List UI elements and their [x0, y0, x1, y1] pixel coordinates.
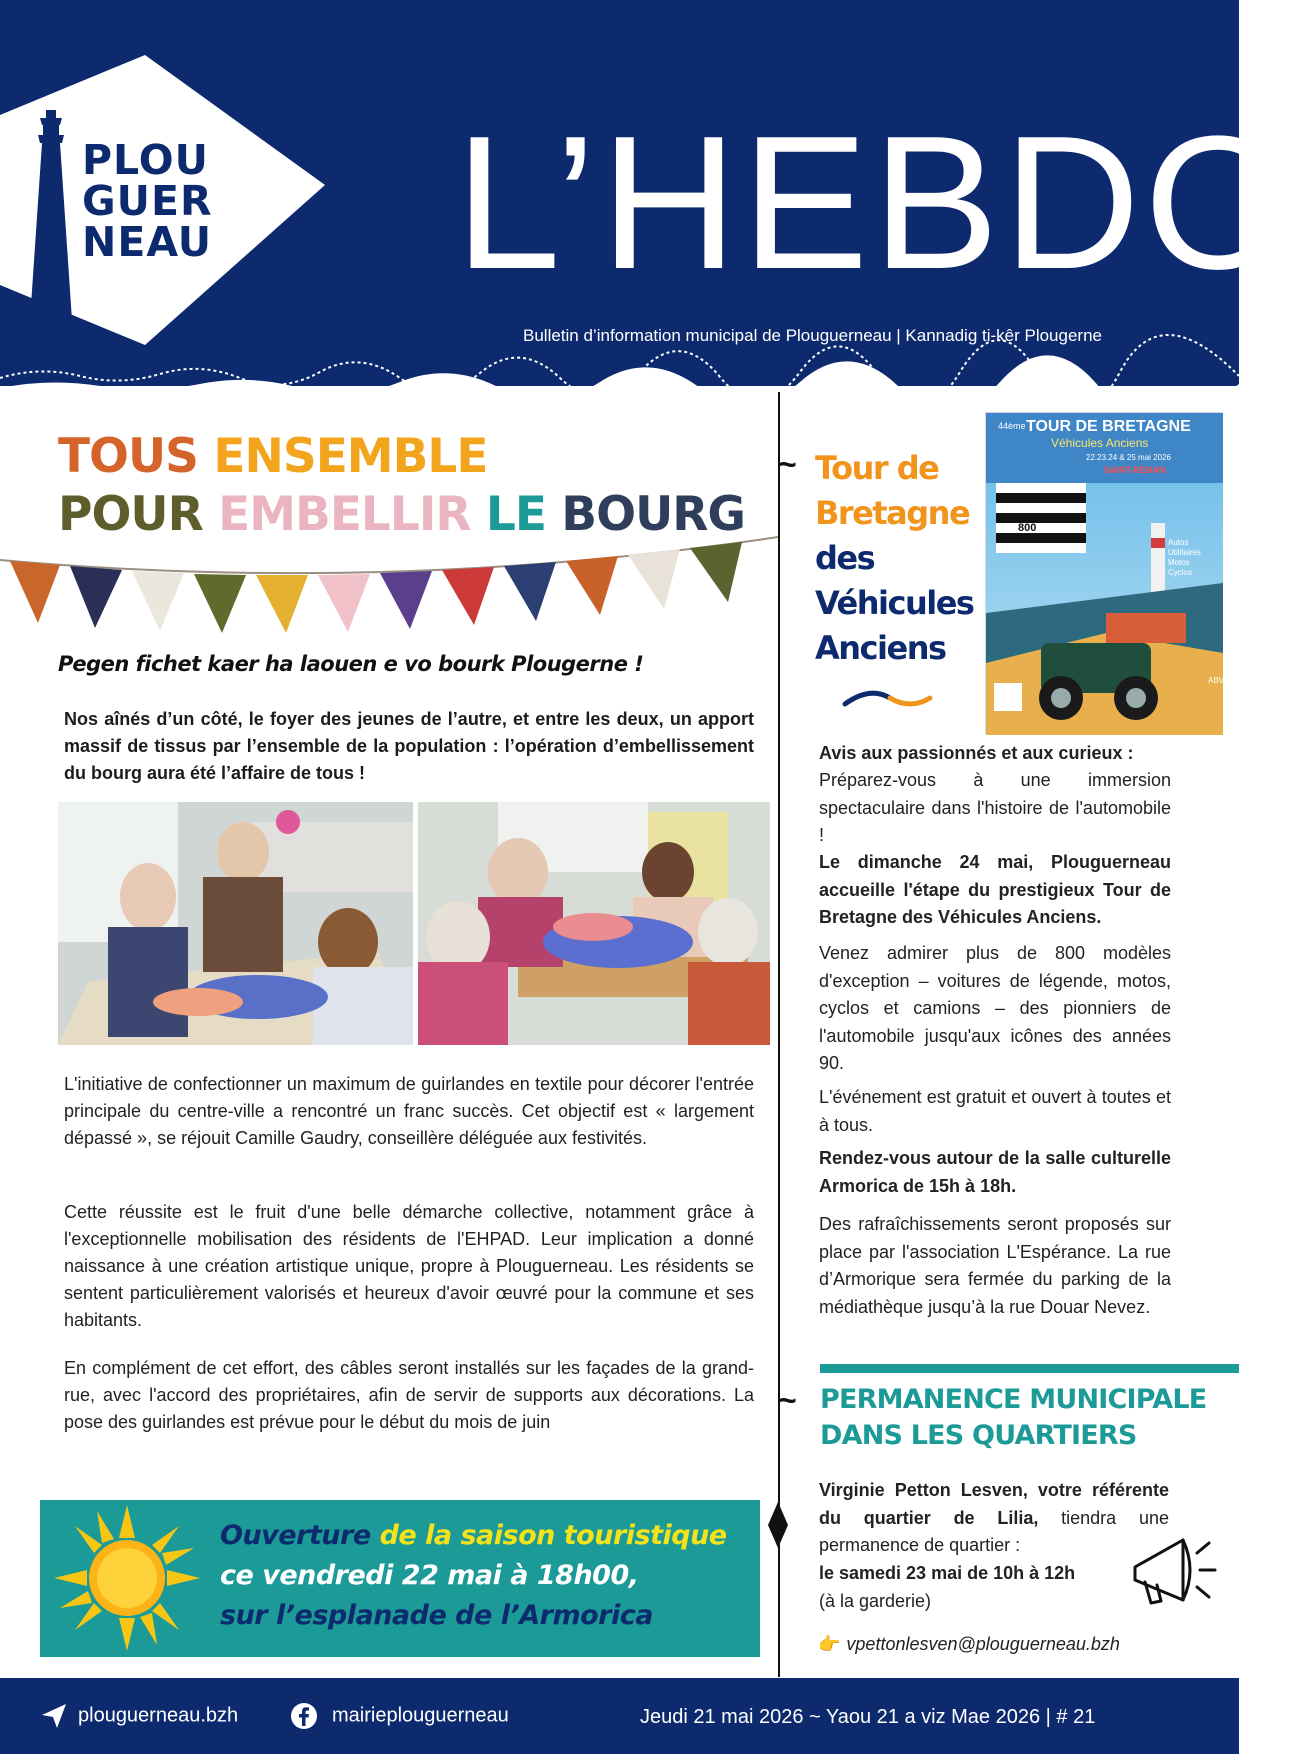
tourism-line: de la saison touristique: [370, 1520, 727, 1551]
article-paragraph: L'initiative de confectionner un maximum de guirlandes en textile pour décorer l'entrée principale du centre-ville a rencontré un franc succès. Cet objectif est « largement dépassé », se réjouit Camille Gaudry, conseillère déléguée aux festivités.: [64, 1074, 754, 1148]
event-poster: [985, 412, 1229, 734]
tour-intro: Préparez-vous à une immersion spectaculaire dans l'histoire de l'automobile !: [819, 770, 1171, 845]
diamond-ornament: [768, 1502, 788, 1548]
headline-word: LE: [485, 487, 562, 542]
send-icon: [40, 1702, 68, 1730]
poster-category: Autos: [1168, 538, 1189, 547]
permanence-where: (à la garderie): [819, 1591, 932, 1611]
permanence-who: Virginie Petton Lesven, votre référente du quartier de Lilia,: [819, 1480, 1169, 1528]
tour-title-line: Bretagne: [815, 494, 970, 532]
logo-line: GUER: [82, 177, 213, 225]
newsletter-title: L’HEBDO: [455, 97, 1296, 309]
wave-divider: [0, 360, 1239, 405]
permanence-text: [819, 1477, 1169, 1560]
tour-intro-bold: Avis aux passionnés et aux curieux :: [819, 743, 1134, 763]
permanence-title: [820, 1382, 1206, 1454]
permanence-email[interactable]: [818, 1634, 1120, 1655]
poster-subtitle: Véhicules Anciens: [1051, 436, 1149, 450]
permanence-when: le samedi 23 mai de 10h à 12h: [819, 1563, 1076, 1583]
poster-art: [986, 413, 1229, 735]
issue-info: Jeudi 21 mai 2026 ~ Yaou 21 a viz Mae 2026 | # 21: [640, 1706, 1096, 1728]
logo-line: PLOU: [82, 136, 209, 184]
headline-word: EMBELLIR: [218, 487, 486, 542]
tour-title-line: Anciens: [815, 629, 946, 667]
tourism-line: ce vendredi 22 mai à 18h00,: [220, 1560, 639, 1591]
permanence-title-line: PERMANENCE MUNICIPALE: [820, 1384, 1207, 1415]
facebook-icon: [290, 1702, 318, 1730]
logo-wordmark: [82, 136, 213, 266]
poster-count-label: Véhicules: [1018, 535, 1061, 545]
footer: [0, 1678, 1239, 1754]
tour-announce: Le dimanche 24 mai, Plouguerneau accueille l'étape du prestigieux Tour de Bretagne des Véhicules Anciens.: [819, 852, 1171, 927]
tour-title-line: Tour de: [815, 449, 939, 487]
article-paragraph: Cette réussite est le fruit d'une belle démarche collective, notamment grâce à l'exceptionnelle mobilisation des résidents de l'EHPAD. Leur implication a donné naissance à une création artistique unique, propre à Plouguerneau. Les résidents se sentent particulièrement valorisés et heureux d'avoir œuvré pour la commune et ses habitants.: [64, 1202, 754, 1330]
tour-title-line: des: [815, 539, 875, 577]
breton-subtitle: Pegen fichet kaer ha laouen e vo bourk Plougerne !: [58, 652, 644, 676]
poster-dates: 22.23.24 & 25 mai 2026: [1086, 453, 1171, 462]
poster-category: Motos: [1168, 558, 1190, 567]
poster-count: 800: [1018, 522, 1037, 534]
poster-category: Utilitaires: [1168, 548, 1201, 557]
pointing-hand-icon: 👉: [818, 1634, 841, 1654]
headline-word: ENSEMBLE: [213, 429, 488, 484]
tour-rendezvous: Rendez-vous autour de la salle culturelle Armorica de 15h à 18h.: [819, 1148, 1171, 1196]
tourism-highlight: Ouverture: [220, 1520, 371, 1551]
tour-paragraph: Venez admirer plus de 800 modèles d'exception – voitures de légende, motos, cyclos et camions – des pionniers de l'automobile jusqu'aux icônes des années 90.: [819, 943, 1171, 1073]
headline-word: BOURG: [561, 487, 746, 542]
tilde-ornament: ~: [778, 1382, 797, 1418]
poster-title: TOUR DE BRETAGNE: [1026, 418, 1191, 435]
megaphone-icon: [1125, 1525, 1220, 1610]
footer-website[interactable]: [40, 1702, 238, 1730]
swoosh-ornament: [840, 684, 935, 714]
headline-word: TOUS: [58, 429, 214, 484]
bunting-garland: [0, 525, 778, 645]
email-address[interactable]: vpettonlesven@plouguerneau.bzh: [846, 1634, 1120, 1654]
website-link[interactable]: plouguerneau.bzh: [78, 1704, 239, 1727]
masthead: [0, 0, 1296, 405]
footer-facebook[interactable]: [290, 1702, 509, 1730]
sun-icon: [52, 1503, 202, 1653]
photo-residents-crafting: [58, 802, 413, 1045]
tourism-text: [220, 1516, 727, 1636]
tour-paragraph: L'événement est gratuit et ouvert à toutes et à tous.: [819, 1087, 1171, 1135]
headline-word: POUR: [58, 487, 219, 542]
section-rule: [820, 1364, 1239, 1373]
facebook-link[interactable]: mairieplouguerneau: [332, 1704, 509, 1727]
poster-category: Cyclos: [1168, 568, 1193, 577]
poster-city: SAINT-RENAN: [1104, 465, 1166, 475]
column-divider: [778, 392, 780, 1677]
poster-edition: 44ème: [998, 421, 1026, 431]
tagline: Bulletin d’information municipal de Plouguerneau | Kannadig ti-kêr Plougerne: [523, 326, 1102, 345]
article-lead: Nos aînés d’un côté, le foyer des jeunes de l’autre, et entre les deux, un apport massif de tissus par l’ensemble de la population : l’opération d’embellissement du bourg aura été l’affaire de tous !: [64, 709, 754, 783]
tour-title: [815, 446, 973, 671]
permanence-title-line: DANS LES QUARTIERS: [820, 1420, 1137, 1451]
permanence-who-rest: tiendra une permanence de quartier :: [819, 1507, 1170, 1555]
logo-line: NEAU: [82, 218, 213, 266]
poster-club: ABVA: [1208, 676, 1229, 685]
photo-workshop-table: [418, 802, 770, 1045]
tour-paragraph: Des rafraîchissements seront proposés sur place par l'association L'Espérance. La rue d’Armorique sera fermée du parking de la médiathèque jusqu’à la rue Douar Nevez.: [819, 1214, 1171, 1317]
article-paragraph: En complément de cet effort, des câbles seront installés sur les façades de la grand-rue, avec l'accord des propriétaires, afin de servir de supports aux décorations. La pose des guirlandes est prévue pour le début du mois de juin: [64, 1358, 754, 1432]
tour-title-line: Véhicules: [815, 584, 974, 622]
tilde-ornament: ~: [778, 446, 797, 482]
tourism-line: sur l’esplanade de l’Armorica: [220, 1600, 653, 1631]
